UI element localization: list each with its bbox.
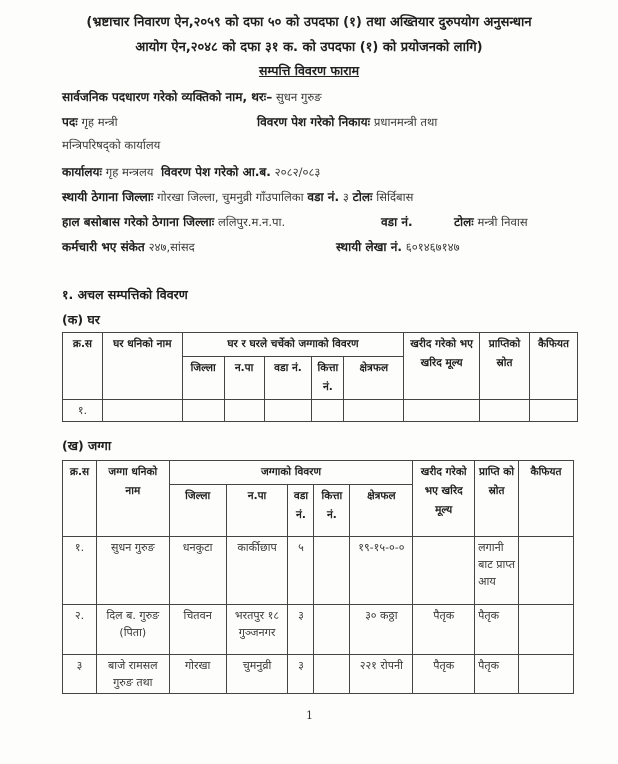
cell-remarks — [519, 537, 574, 605]
office-value: गृह मन्त्रलय — [105, 165, 154, 179]
land-table — [62, 460, 574, 694]
pan-line — [336, 238, 460, 255]
cell-ward — [264, 400, 312, 422]
submitting-body-cont — [62, 138, 160, 153]
act-reference-line-1: (भ्रष्टाचार निवारण ऐन,२०५९ को दफा ५० को उपदफा (१) तथा अख्तियार दुरुपयोग अनुसन्धान — [86, 15, 532, 30]
current-address-label: हाल बसोबास गरेको ठेगाना जिल्लाः — [62, 215, 215, 229]
land-header-ward: वडा नं. — [288, 485, 314, 537]
post-line — [62, 113, 118, 130]
land-header-municipality: न.पा — [226, 485, 288, 537]
current-address-value: ललिपुर.म.न.पा. — [217, 215, 286, 229]
cell-sn: २. — [63, 605, 97, 655]
land-header-owner: जग्गा धनिको नाम — [96, 461, 169, 537]
cell-price: पैतृक — [413, 605, 475, 655]
employee-code-line — [62, 238, 195, 255]
fiscal-year-value: २०८२/०८३ — [274, 165, 321, 179]
land-header-district: जिल्ला — [169, 485, 226, 537]
cell-source — [480, 400, 530, 422]
house-subsection-title: (क) घर — [62, 312, 100, 327]
table-row — [63, 655, 574, 694]
current-tole-line — [454, 213, 528, 230]
land-header-group: जग्गाको विवरण — [169, 461, 413, 485]
house-header-owner: घर धनिको नाम — [102, 333, 182, 400]
house-header-remarks: कैफियत — [529, 333, 577, 400]
land-header-area: क्षेत्रफल — [350, 485, 413, 537]
land-header-sn: क्र.स — [63, 461, 97, 537]
cell-price — [404, 400, 480, 422]
cell-plot — [314, 537, 350, 605]
current-tole-value: मन्त्री निवास — [477, 215, 528, 229]
cell-price — [413, 537, 475, 605]
act-reference-line-2: आयोग ऐन,२०४८ को दफा ३१ क. को उपदफा (१) को प्रयोजनको लागि) — [135, 40, 483, 55]
cell-plot — [312, 400, 344, 422]
employee-code-value: २४७,सांसद — [148, 240, 195, 254]
cell-ward: ३ — [288, 605, 314, 655]
house-header-price: खरीद गरेको भए खरिद मूल्य — [404, 333, 480, 400]
cell-district: धनकुटा — [169, 537, 226, 605]
post-label: पदः — [62, 115, 78, 129]
name-label: सार्वजनिक पदधारण गरेको व्यक्तिको नाम, थरः– — [62, 90, 273, 104]
section-immovable-property-title: १. अचल सम्पत्तिको विवरण — [62, 287, 188, 302]
permanent-tole-label: टोलः — [352, 190, 373, 204]
land-header-row — [63, 461, 574, 485]
table-row — [63, 400, 578, 422]
name-line — [62, 88, 322, 105]
employee-code-label: कर्मचारी भए संकेत — [62, 240, 145, 254]
cell-remarks — [519, 655, 574, 694]
cell-municipality: भरतपुर १८ गुञ्जनगर — [226, 605, 288, 655]
table-row — [63, 605, 574, 655]
current-ward-line — [381, 213, 413, 230]
cell-area: ३० कठ्ठा — [350, 605, 413, 655]
cell-district — [182, 400, 224, 422]
permanent-address-value: गोरखा जिल्ला, चुमनुव्री गाँउपालिका — [157, 190, 304, 204]
cell-district: चितवन — [169, 605, 226, 655]
cell-plot — [314, 655, 350, 694]
cell-remarks — [529, 400, 577, 422]
permanent-address-line — [62, 188, 413, 205]
house-header-row — [63, 333, 578, 357]
land-header-price: खरीद गरेको भए खरिद मूल्य — [413, 461, 475, 537]
land-header-remarks: कैफियत — [519, 461, 574, 537]
cell-ward: ३ — [288, 655, 314, 694]
house-header-group: घर र घरले चर्चेको जग्गाको विवरण — [182, 333, 404, 357]
cell-owner: सुधन गुरुङ — [96, 537, 169, 605]
cell-municipality — [224, 400, 264, 422]
cell-area — [344, 400, 404, 422]
cell-municipality: कार्कीछाप — [226, 537, 288, 605]
house-header-source: प्राप्तिको स्रोत — [480, 333, 530, 400]
permanent-tole-value: सिर्दिबास — [376, 190, 414, 204]
cell-municipality: चुमनुव्री — [226, 655, 288, 694]
submitting-body-line — [257, 113, 437, 130]
cell-sn: ३ — [63, 655, 97, 694]
current-address-line — [62, 213, 285, 230]
page-number: 1 — [306, 709, 313, 722]
land-header-plot: कित्ता नं. — [314, 485, 350, 537]
cell-area: २२१ रोपनी — [350, 655, 413, 694]
house-header-area: क्षेत्रफल — [344, 357, 404, 400]
house-header-plot: कित्ता नं. — [312, 357, 344, 400]
cell-source: पैतृक — [475, 605, 519, 655]
office-label: कार्यालयः — [62, 165, 102, 179]
cell-sn: १. — [63, 400, 103, 422]
current-ward-label: वडा नं. — [381, 215, 413, 229]
form-title: सम्पत्ति विवरण फाराम — [258, 63, 360, 78]
permanent-address-label: स्थायी ठेगाना जिल्लाः — [62, 190, 154, 204]
house-header-sn: क्र.स — [63, 333, 103, 400]
cell-source: पैतृक — [475, 655, 519, 694]
post-value: गृह मन्त्री — [81, 115, 118, 129]
land-subsection-title: (ख) जग्गा — [62, 438, 112, 453]
house-header-ward: वडा नं. — [264, 357, 312, 400]
cell-owner — [102, 400, 182, 422]
cell-district: गोरखा — [169, 655, 226, 694]
table-row — [63, 537, 574, 605]
house-header-municipality: न.पा — [224, 357, 264, 400]
permanent-ward-value: ३ — [342, 190, 349, 204]
cell-owner: दिल ब. गुरुङ (पिता) — [96, 605, 169, 655]
cell-price: पैतृक — [413, 655, 475, 694]
house-table — [62, 332, 578, 422]
cell-source: लगानी बाट प्राप्त आय — [475, 537, 519, 605]
fiscal-year-label: विवरण पेश गरेको आ.ब. — [161, 165, 271, 179]
name-value: सुधन गुरुङ — [276, 90, 322, 104]
land-header-source: प्राप्ति को स्रोत — [475, 461, 519, 537]
cell-owner: बाजे रामसल गुरुङ तथा — [96, 655, 169, 694]
permanent-ward-label: वडा नं. — [307, 190, 340, 204]
cell-plot — [314, 605, 350, 655]
pan-value: ६०१४६७१४७ — [405, 240, 460, 254]
cell-area: १९-१५-०-० — [350, 537, 413, 605]
cell-sn: १. — [63, 537, 97, 605]
submitting-body-value-cont: मन्त्रिपरिषद्को कार्यालय — [62, 138, 161, 152]
cell-remarks — [519, 605, 574, 655]
pan-label: स्थायी लेखा नं. — [336, 240, 402, 254]
office-line — [62, 163, 320, 180]
cell-ward: ५ — [288, 537, 314, 605]
house-header-district: जिल्ला — [182, 357, 224, 400]
submitting-body-label: विवरण पेश गरेको निकायः — [257, 115, 371, 129]
current-tole-label: टोलः — [454, 215, 474, 229]
submitting-body-value: प्रधानमन्त्री तथा — [373, 115, 438, 129]
